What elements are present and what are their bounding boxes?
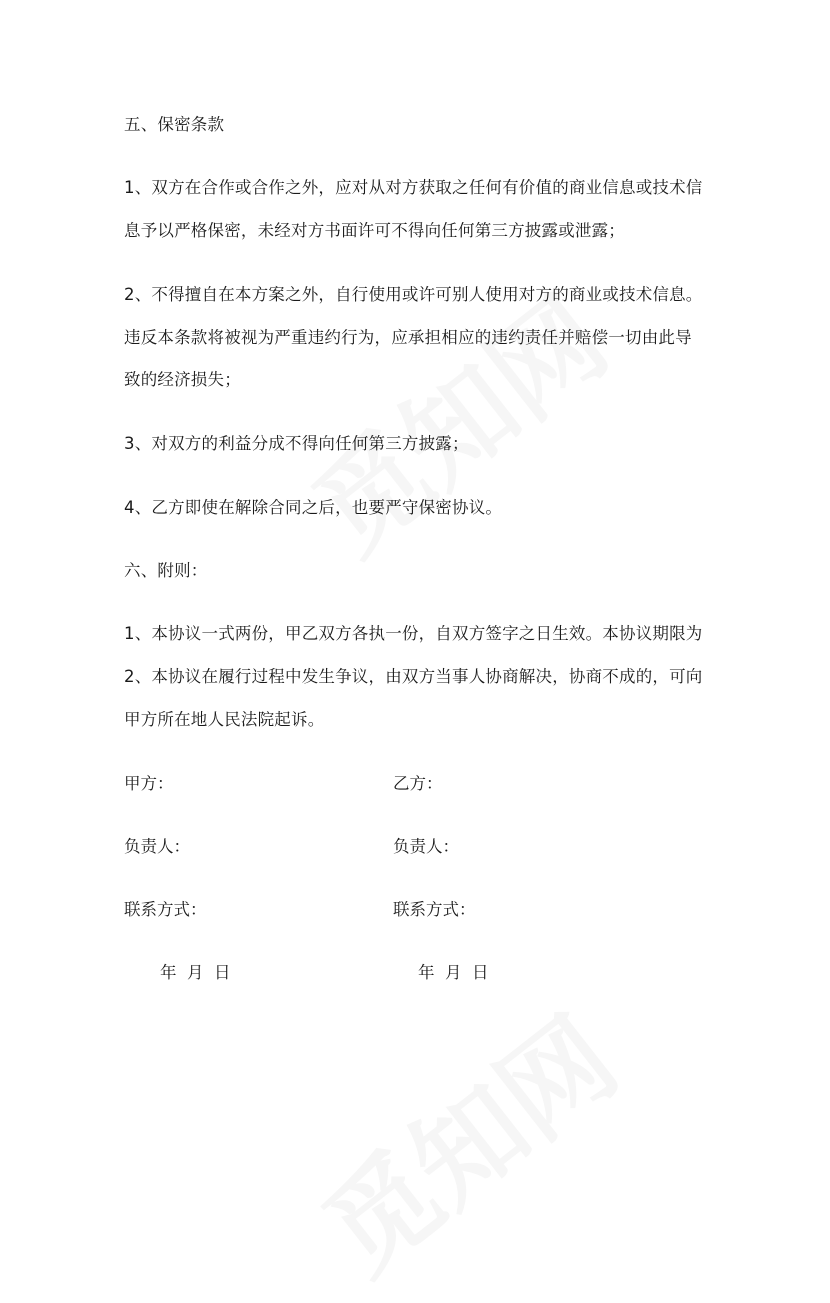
clause-text: 2、本协议在履行过程中发生争议，由双方当事人协商解决，协商不成的，可向 [124, 667, 703, 686]
party-b-date: 年 月 日 [418, 963, 489, 982]
clause-text: 1、双方在合作或合作之外，应对从对方获取之任何有价值的商业信息或技术信 [124, 178, 703, 197]
party-a-responsible: 负责人： [124, 837, 190, 856]
section-heading-confidentiality: 五、保密条款 [124, 115, 225, 134]
clause-text: 甲方所在地人民法院起诉。 [124, 710, 325, 729]
party-a-label: 甲方： [124, 774, 174, 793]
clause-text: 2、不得擅自在本方案之外，自行使用或许可别人使用对方的商业或技术信息。 [124, 285, 703, 304]
watermark [286, 975, 643, 1303]
party-b-contact: 联系方式： [393, 900, 476, 919]
clause-text: 4、乙方即使在解除合同之后，也要严守保密协议。 [124, 498, 503, 517]
party-a-contact: 联系方式： [124, 900, 207, 919]
party-b-label: 乙方： [393, 774, 443, 793]
party-b-responsible: 负责人： [393, 837, 459, 856]
party-a-date: 年 月 日 [160, 963, 231, 982]
clause-text: 1、本协议一式两份，甲乙双方各执一份，自双方签字之日生效。本协议期限为 [124, 624, 703, 643]
clause-text: 息予以严格保密，未经对方书面许可不得向任何第三方披露或泄露； [124, 221, 625, 240]
clause-text: 违反本条款将被视为严重违约行为，应承担相应的违约责任并赔偿一切由此导 [124, 328, 692, 347]
clause-text: 3、对双方的利益分成不得向任何第三方披露； [124, 434, 469, 453]
section-heading-supplementary: 六、附则： [124, 561, 208, 580]
clause-text: 致的经济损失； [124, 370, 241, 389]
